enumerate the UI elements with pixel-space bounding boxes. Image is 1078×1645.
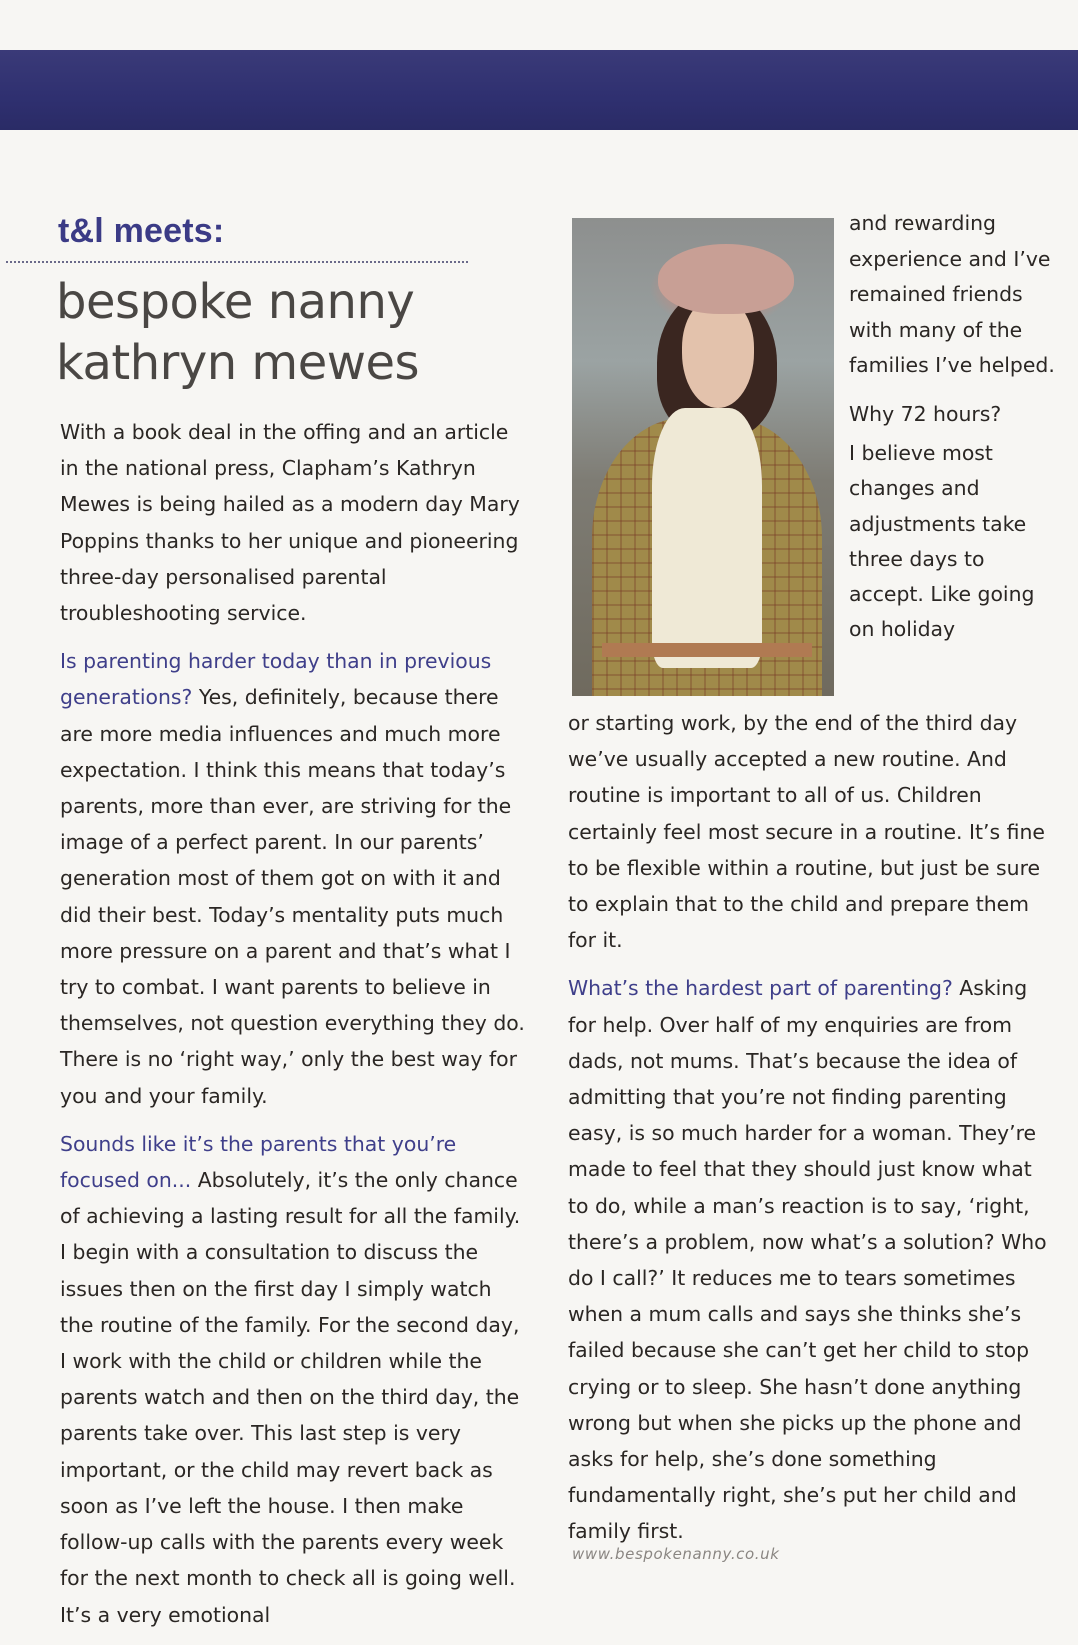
answer-1: Yes, definitely, because there are more media influences and much more expectation. I think this means that today’s parents, more than ever, are striving for the image of a perfect parent. In our parents’ generation most of them got on with it and did their best. Today’s mentality puts much more pressure on a parent and that’s what I try to combat. I want parents to believe in themselves, not question everything they do. There is no ‘right way,’ only the best way for you and your family. [60, 685, 525, 1108]
intro-paragraph: With a book deal in the offing and an article in the national press, Clapham’s Kathryn Mewes is being hailed as a modern day Mary Poppins thanks to her unique and pioneering three-day personalised parental troubleshooting service. [60, 420, 520, 626]
answer-2: Absolutely, it’s the only chance of achieving a lasting result for all the family. I begin with a consultation to discuss the issues then on the first day I simply watch the routine of the family. For the second day, I work with the child or children while the parents watch and then on the third day, the parents take over. This last step is very important, or the child may revert back as soon as I’ve left the house. I then make follow-up calls with the parents every week for the next month to check all is going well. It’s a very emotional [60, 1168, 521, 1627]
question-1: Is parenting harder today than in previous generations? [60, 649, 492, 710]
photo-scarf [652, 408, 762, 668]
continuation-text: and rewarding experience and I’ve remained friends with many of the families I’ve helped. [849, 211, 1055, 377]
question-3: Why 72 hours? [849, 401, 1002, 426]
qa-paragraph-2 [60, 1126, 530, 1633]
photo-beret [658, 244, 794, 314]
section-kicker: t&l meets: [58, 212, 225, 250]
right-column [568, 705, 1048, 1562]
question-4: What’s the hardest part of parenting? [568, 976, 953, 1001]
article-headline: bespoke nanny kathryn mewes [56, 274, 420, 391]
photo-face [682, 298, 754, 408]
answer-4: Asking for help. Over half of my enquiries are from dads, not mums. That’s because the idea of admitting that you’re not finding parenting easy, is so much harder for a woman. They’re made to feel that they should just know what to do, while a man’s reaction is to say, ‘right, there’s a problem, now what’s a solution? Who do I call?’ It reduces me to tears sometimes when a mum calls and says she thinks she’s failed because she can’t get her child to stop crying or to sleep. She hasn’t done anything wrong but when she picks up the phone and asks for help, she’s done something fundamentally right, she’s put her child and family first. [568, 976, 1047, 1544]
qa-paragraph-1 [60, 643, 530, 1114]
portrait-photo [572, 218, 834, 696]
beside-photo-column [849, 206, 1059, 648]
qa-paragraph-4 [568, 970, 1048, 1549]
left-column [60, 414, 530, 1645]
website-url: www.bespokenanny.co.uk [572, 1545, 780, 1563]
header-band [0, 50, 1078, 130]
photo-belt [602, 643, 812, 657]
question-2: Sounds like it’s the parents that you’re focused on... [60, 1131, 457, 1193]
answer-3-start: I believe most changes and adjustments take three days to accept. Like going on holiday [849, 441, 1035, 642]
dotted-divider [6, 261, 468, 263]
answer-3-cont: or starting work, by the end of the third day we’ve usually accepted a new routine. And routine is important to all of us. Children certainly feel most secure in a routine. It’s fine to be flexible within a routine, but just be sure to explain that to the child and prepare them for it. [568, 711, 1045, 953]
